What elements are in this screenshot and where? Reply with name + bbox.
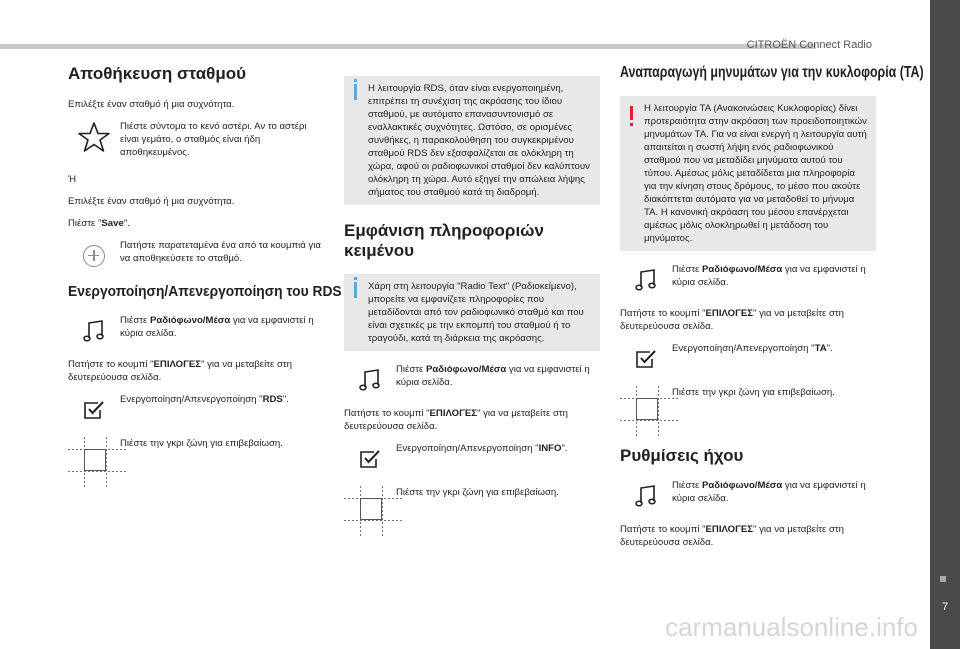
paragraph: Επιλέξτε έναν σταθμό ή μια συχνότητα. (68, 195, 235, 207)
grid-zone-icon (344, 486, 396, 536)
step-radio-media (620, 479, 876, 513)
step-radio-media (344, 363, 600, 397)
step-text: Πιέστε Ραδιόφωνο/Μέσα για να εμφανιστεί η κύρια σελίδα. (120, 314, 314, 339)
warning-box-ta: Η λειτουργία TA (Ανακοινώσεις Κυκλοφορίας) δίνει προτεραιότητα στην ακρόαση των προειδοποιητικών μηνυμάτων TA. Για να είναι ενεργή η λειτουργία αυτή απαιτείται η σωστή λήψη ενός ραδιοφωνικού σταθμού που να μεταδίδει μηνύματα αυτού του τύπου. Αμέσως μόλις μεταδίδεται μια πληροφορία για την κίνηση στους δρόμους, το μέσο που ακούτε διακόπτεται αυτόματα για να μεταδοθεί το μήνυμα TA. Η κανονική ακρόαση του μέσου επανέρχεται αμέσως μόλις ολοκληρωθεί η μετάδοση του μηνύματος. (620, 96, 876, 251)
paragraph-options: Πατήστε το κουμπί "ΕΠΙΛΟΓΕΣ" για να μεταβείτε στη δευτερεύουσα σελίδα. (344, 408, 568, 433)
step-confirm (344, 486, 600, 536)
paragraph-options: Πατήστε το κουμπί "ΕΠΙΛΟΓΕΣ" για να μεταβείτε στη δευτερεύουσα σελίδα. (620, 524, 844, 549)
section-title-audio-settings: Ρυθμίσεις ήχου (620, 445, 744, 465)
music-note-icon (620, 263, 672, 297)
paragraph-save: Πιέστε "Save". (68, 217, 130, 229)
music-note-icon (344, 363, 396, 397)
music-note-icon (620, 479, 672, 513)
paragraph-options: Πατήστε το κουμπί "ΕΠΙΛΟΓΕΣ" για να μεταβείτε στη δευτερεύουσα σελίδα. (68, 358, 292, 383)
step-toggle-info (344, 442, 600, 476)
checkbox-icon (68, 393, 120, 427)
watermark: carmanualsonline.info (665, 612, 918, 642)
info-box-rds: Η λειτουργία RDS, όταν είναι ενεργοποιημένη, επιτρέπει τη συνέχιση της ακρόασης του ίδιου σταθμού, με αυτόματο επανασυντονισμό σε εναλλακτικές συχνότητες. Ωστόσο, σε ορισμένες συνθήκες, η παρακολούθηση του συγκεκριμένου σταθμού RDS δεν εξασφαλίζεται σε ολόκληρη τη χώρα, αφού οι ραδιοφωνικοί σταθμοί δεν καλύπτουν ολόκληρη τη χώρα. Αυτό εξηγεί την απώλεια λήψης σήματος του σταθμού κατά τη διαδρομή. (344, 76, 600, 205)
grid-zone-icon (620, 386, 672, 436)
step-confirm (68, 437, 328, 487)
step-text: Πιέστε την γκρι ζώνη για επιβεβαίωση. (672, 386, 835, 398)
section-title-rds: Ενεργοποίηση/Απενεργοποίηση του RDS (68, 282, 342, 300)
step-radio-media (620, 263, 876, 297)
step-text: Πιέστε την γκρι ζώνη για επιβεβαίωση. (120, 437, 283, 449)
step-text: Πιέστε Ραδιόφωνο/Μέσα για να εμφανιστεί η κύρια σελίδα. (672, 263, 866, 288)
section-title-save-station: Αποθήκευση σταθμού (68, 64, 247, 83)
step-radio-media (68, 314, 328, 348)
info-box-radio-text: Χάρη στη λειτουργία "Radio Text" (Ραδιοκείμενο), μπορείτε να εμφανίζετε πληροφορίες που μεταδίδονται από τον ραδιοφωνικό σταθμό και που είναι σχετικές με την εκπομπή του σταθμού ή το τραγούδι, κατά τη διάρκεια της ακρόασης. (344, 274, 600, 351)
step-star (68, 120, 328, 159)
page-number: 7 (941, 601, 949, 613)
section-title-radio-text: Εμφάνιση πληροφοριών κειμένου (344, 221, 544, 260)
warning-icon (630, 106, 633, 120)
step-text: Ενεργοποίηση/Απενεργοποίηση "TA". (672, 342, 833, 354)
column-1 (68, 64, 342, 497)
music-note-icon (68, 314, 120, 348)
step-text: Πιέστε σύντομα το κενό αστέρι. Αν το αστέρι είναι γεμάτο, ο σταθμός είναι ήδη αποθηκευμένος. (120, 120, 307, 158)
info-icon (354, 84, 357, 100)
step-toggle-ta (620, 342, 876, 376)
step-text: Πατήστε παρατεταμένα ένα από τα κουμπιά για να αποθηκεύσετε το σταθμό. (120, 239, 321, 264)
header-brand: CITROËN Connect Radio (746, 39, 872, 51)
section-title-ta: Αναπαραγωγή μηνυμάτων για την κυκλοφορία (TA) (620, 64, 924, 81)
step-text: Πιέστε την γκρι ζώνη για επιβεβαίωση. (396, 487, 559, 499)
side-marker (940, 576, 946, 582)
paragraph: Επιλέξτε έναν σταθμό ή μια συχνότητα. (68, 98, 235, 110)
step-text: Ενεργοποίηση/Απενεργοποίηση "INFO". (396, 443, 568, 455)
plus-icon (68, 239, 120, 273)
top-rule (0, 44, 816, 49)
step-text: Ενεργοποίηση/Απενεργοποίηση "RDS". (120, 393, 289, 405)
checkbox-icon (344, 442, 396, 476)
step-text: Πιέστε Ραδιόφωνο/Μέσα για να εμφανιστεί η κύρια σελίδα. (396, 364, 590, 389)
or-text: Ή (68, 173, 77, 185)
grid-zone-icon (68, 437, 120, 487)
step-plus (68, 239, 328, 273)
step-confirm (620, 386, 876, 436)
side-tab (930, 0, 960, 649)
step-toggle-rds (68, 393, 328, 427)
step-text: Πιέστε Ραδιόφωνο/Μέσα για να εμφανιστεί η κύρια σελίδα. (672, 480, 866, 505)
paragraph-options: Πατήστε το κουμπί "ΕΠΙΛΟΓΕΣ" για να μεταβείτε στη δευτερεύουσα σελίδα. (620, 307, 844, 332)
checkbox-icon (620, 342, 672, 376)
star-icon (68, 120, 120, 154)
info-icon (354, 282, 357, 298)
column-2 (344, 76, 600, 546)
column-3 (620, 64, 924, 558)
